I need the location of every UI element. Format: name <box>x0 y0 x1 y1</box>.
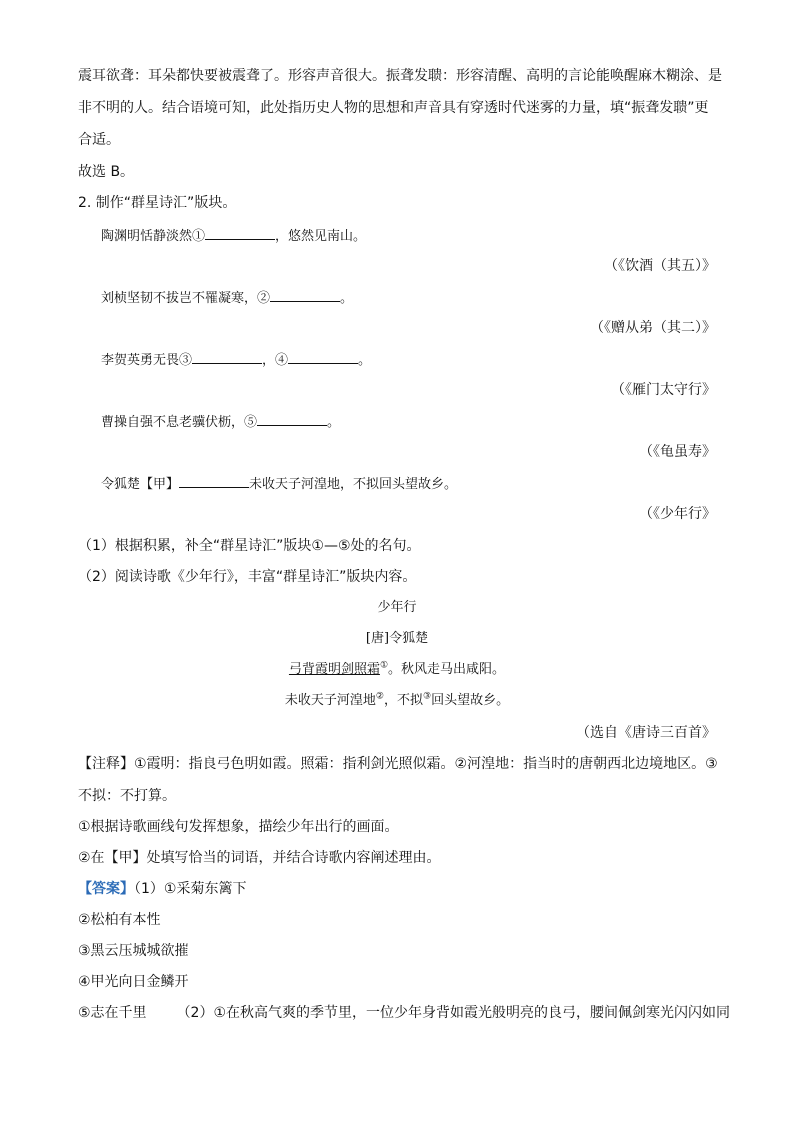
poem-entry-2-text: 刘桢坚韧不拔岂不罹凝寒，② <box>101 291 271 306</box>
poem-entry-5 <box>101 473 457 495</box>
poem-title: 少年行 <box>377 600 417 615</box>
note-mark-3: ③ <box>423 691 432 702</box>
answer-line-1 <box>78 879 246 899</box>
answer-4: ④甲光向日金鳞开 <box>78 974 189 990</box>
poem-entry-5-text: 令狐楚【甲】 <box>101 477 180 492</box>
blank-2[interactable] <box>270 287 340 302</box>
sub-question-1: （1）根据积累，补全“群星诗汇”版块①—⑤处的名句。 <box>78 538 421 554</box>
poem-entry-3-mid: ，④ <box>262 353 289 368</box>
poem-entry-3-source: （《雁门太守行》 <box>611 382 716 398</box>
poem-entry-2 <box>101 287 353 309</box>
blank-3[interactable] <box>192 349 262 364</box>
answer-1: （1）①采菊东篱下 <box>134 881 247 897</box>
question-2-title: 2. 制作“群星诗汇”版块。 <box>78 195 237 211</box>
conclusion: 故选 B。 <box>78 164 135 180</box>
explanation-line-1: 震耳欲聋：耳朵都快要被震聋了。形容声音很大。振聋发聩：形容清醒、高明的言论能唤醒麻木糊涂、是 <box>78 68 722 84</box>
task-1: ①根据诗歌画线句发挥想象，描绘少年出行的画面。 <box>78 819 399 835</box>
poem-entry-5-tail: 未收天子河湟地，不拟回头望故乡。 <box>249 477 458 492</box>
answer-line-5 <box>78 1003 730 1023</box>
notes-line-2: 不拟：不打算。 <box>78 788 176 804</box>
poem-entry-1-source: （《饮酒（其五）》 <box>604 258 716 274</box>
poem-entry-1-text: 陶渊明恬静淡然① <box>101 229 206 244</box>
poem-line-2-a: 未收天子河湟地 <box>284 693 376 708</box>
note-mark-2: ② <box>375 691 384 702</box>
answer-5: ⑤志在千里 <box>78 1005 147 1021</box>
poem-entry-3 <box>101 349 371 371</box>
poem-entry-4-tail: 。 <box>327 415 341 430</box>
poem-line-2-c: 回头望故乡。 <box>431 693 510 708</box>
poem-author: [唐]令狐楚 <box>365 631 429 646</box>
answer-3: ③黑云压城城欲摧 <box>78 943 189 959</box>
task-2: ②在【甲】处填写恰当的词语，并结合诗歌内容阐述理由。 <box>78 850 441 866</box>
blank-5[interactable] <box>257 411 327 426</box>
poem-entry-3-text: 李贺英勇无畏③ <box>101 353 193 368</box>
poem-entry-2-source: （《赠从弟（其二）》 <box>590 320 716 336</box>
poem-entry-5-source: （《少年行》 <box>639 506 716 522</box>
poem-entry-3-tail: 。 <box>358 353 372 368</box>
notes-line-1: 【注释】①霞明：指良弓色明如霞。照霜：指利剑光照似霜。②河湟地：指当时的唐朝西北边境地区。③ <box>78 756 718 772</box>
underlined-line: 弓背霞明剑照霜 <box>288 662 380 677</box>
answer-6: （2）①在秋高气爽的季节里，一位少年身背如霞光般明亮的良弓，腰间佩剑寒光闪闪如同 <box>176 1005 731 1021</box>
poem-entry-4-text: 曹操自强不息老骥伏枥，⑤ <box>101 415 258 430</box>
answer-tag: 【答案】 <box>78 881 134 897</box>
explanation-line-3: 合适。 <box>78 132 120 148</box>
blank-1[interactable] <box>205 225 275 240</box>
poem-entry-4 <box>101 411 340 433</box>
poem-line-1 <box>0 660 794 680</box>
explanation-line-2: 非不明的人。结合语境可知，此处指历史人物的思想和声音具有穿透时代迷雾的力量，填“振聋发聩”更 <box>78 100 709 116</box>
poem-line-1-rest: 。秋风走马出咸阳。 <box>388 662 506 677</box>
poem-entry-1-tail: ，悠然见南山。 <box>275 229 367 244</box>
poem-source: （选自《唐诗三百首》 <box>576 725 716 741</box>
poem-line-2-b: ，不拟 <box>383 693 423 708</box>
note-mark-1: ① <box>379 660 389 671</box>
poem-entry-4-source: （《龟虽寿》 <box>639 444 716 460</box>
poem-line-2 <box>0 691 794 711</box>
sub-question-2: （2）阅读诗歌《少年行》，丰富“群星诗汇”版块内容。 <box>78 569 417 585</box>
poem-entry-1 <box>101 225 366 247</box>
blank-4[interactable] <box>288 349 358 364</box>
blank-jia[interactable] <box>179 473 249 488</box>
answer-2: ②松柏有本性 <box>78 912 161 928</box>
poem-entry-2-tail: 。 <box>340 291 354 306</box>
